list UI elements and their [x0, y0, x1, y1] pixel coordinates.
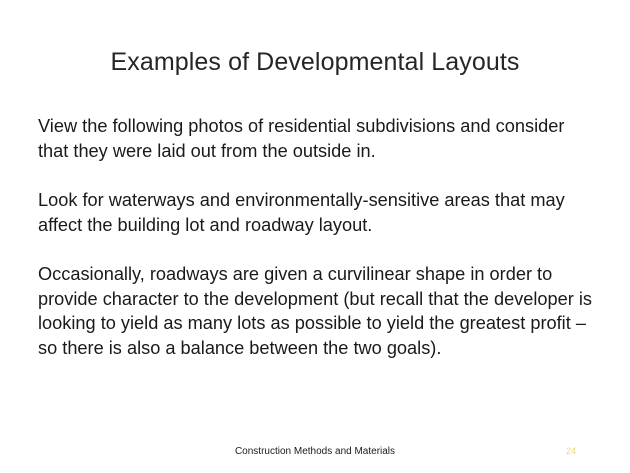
paragraph-photos: View the following photos of residential subdivisions and consider that they were laid out from the outside in. — [38, 116, 565, 161]
paragraph-waterways: Look for waterways and environmentally-sensitive areas that may affect the building lot and roadway layout. — [38, 190, 565, 235]
slide-body — [38, 114, 598, 385]
paragraph-curvilinear: Occasionally, roadways are given a curvilinear shape in order to provide character to the development (but recall that the developer is looking to yield as many lots as possible to yield the greatest profit – so there is also a balance between the two goals). — [38, 264, 593, 358]
slide-footer: Construction Methods and Materials — [234, 446, 396, 457]
page-number: 24 — [566, 446, 577, 456]
slide-title: Examples of Developmental Layouts — [110, 48, 520, 76]
